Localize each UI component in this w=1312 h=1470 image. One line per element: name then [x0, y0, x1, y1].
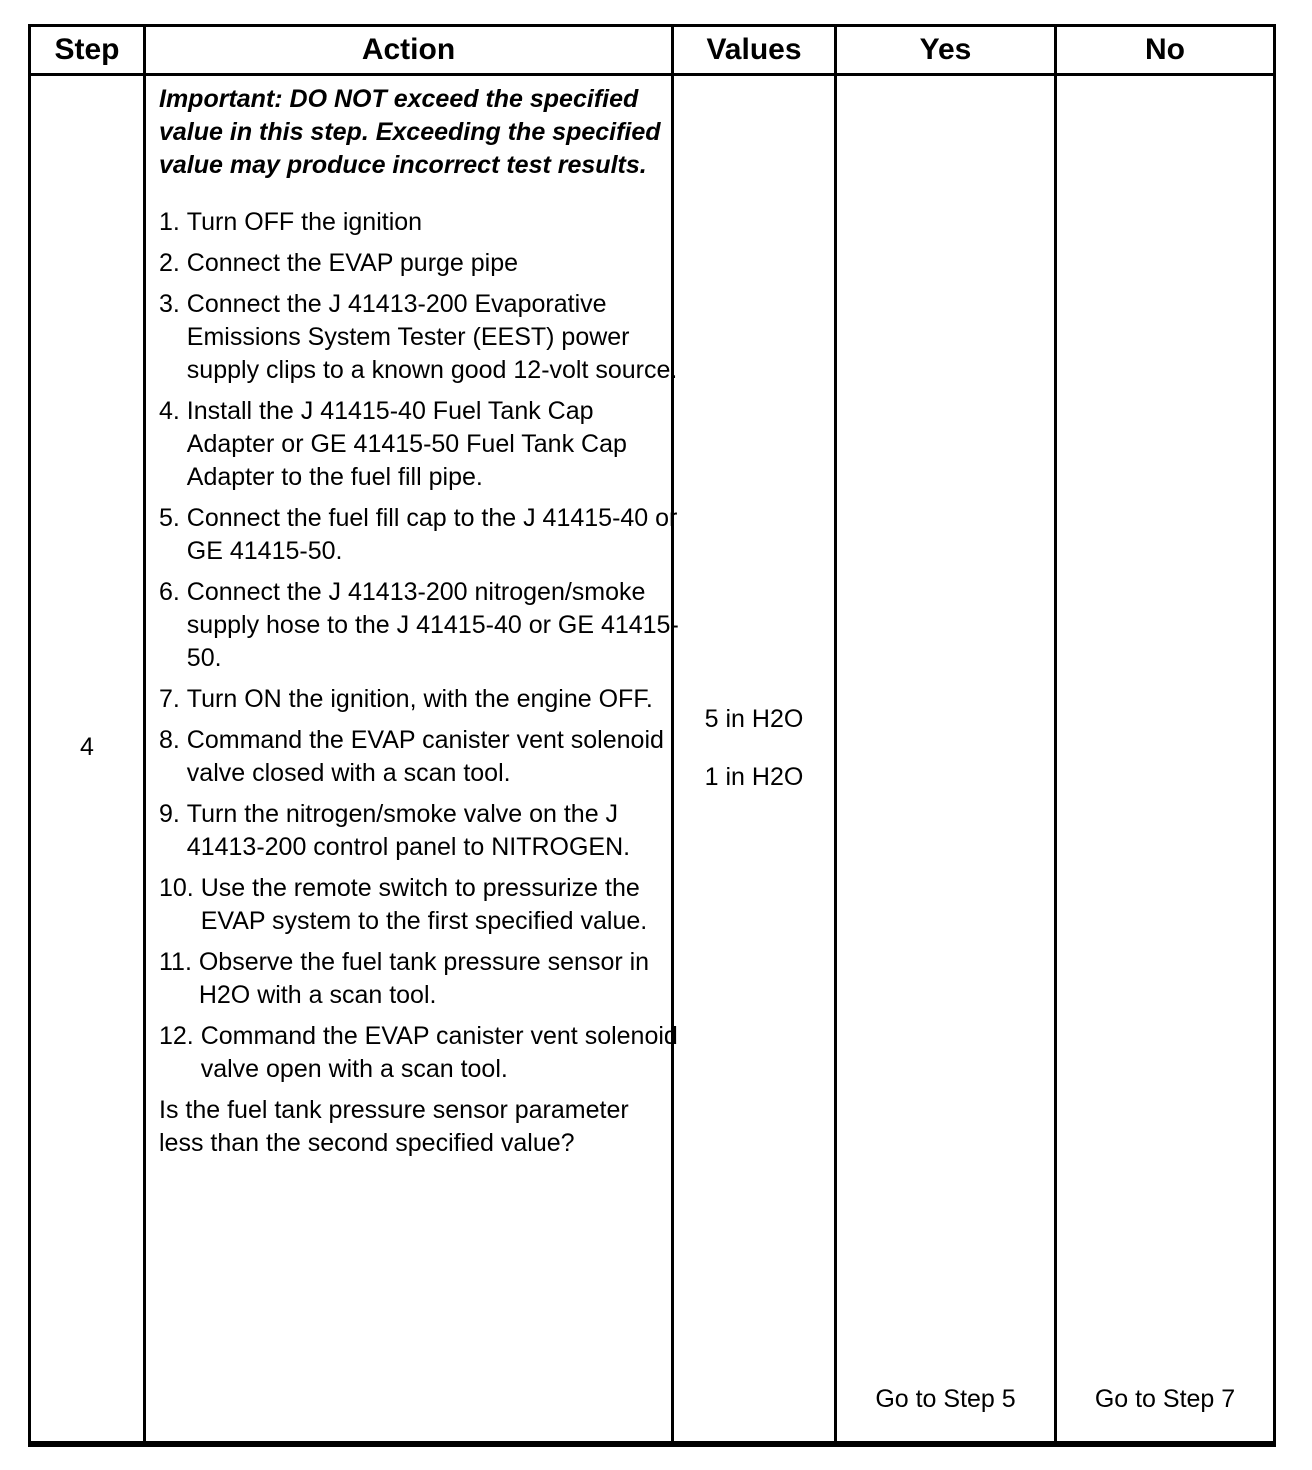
- list-item: [159, 395, 679, 494]
- list-item: [159, 872, 679, 938]
- step-number: 4: [80, 733, 94, 761]
- list-item: [159, 946, 679, 1012]
- step-index: 8.: [159, 726, 187, 754]
- no-outcome: Go to Step 7: [1094, 1385, 1236, 1413]
- step-text: Install the J 41415-40 Fuel Tank Cap Adapter or GE 41415-50 Fuel Tank Cap Adapter to the fuel fill pipe.: [186, 397, 627, 491]
- list-item: [159, 798, 679, 864]
- step-text: Use the remote switch to pressurize the EVAP system to the first specified value.: [200, 874, 648, 935]
- step-index: 11.: [159, 948, 199, 976]
- column-divider: [1054, 27, 1057, 1441]
- action-cell: [159, 83, 679, 1160]
- list-item: [159, 206, 679, 239]
- header-no: No: [1145, 33, 1185, 66]
- procedure-steps: [159, 206, 679, 1086]
- list-item: [159, 502, 679, 568]
- step-index: 12.: [159, 1022, 201, 1050]
- procedure-table: [28, 24, 1276, 1444]
- step-text: Turn the nitrogen/smoke valve on the J 41413-200 control panel to NITROGEN.: [186, 800, 631, 861]
- list-item: [159, 1020, 679, 1086]
- list-item: [159, 247, 679, 280]
- header-divider: [31, 73, 1273, 76]
- list-item: [159, 724, 679, 790]
- step-index: 10.: [159, 874, 201, 902]
- list-item: [159, 683, 679, 716]
- step-text: Connect the EVAP purge pipe: [186, 249, 519, 277]
- step-index: 3.: [159, 290, 187, 318]
- step-text: Connect the J 41413-200 Evaporative Emissions System Tester (EEST) power supply clips to a known good 12-volt source.: [186, 290, 678, 384]
- step-text: Observe the fuel tank pressure sensor in H2O with a scan tool.: [198, 948, 650, 1009]
- step-index: 1.: [159, 208, 187, 236]
- step-text: Turn ON the ignition, with the engine OFF.: [186, 685, 653, 713]
- bottom-rule: [28, 1444, 1276, 1447]
- column-divider: [143, 27, 146, 1441]
- step-index: 5.: [159, 504, 187, 532]
- list-item: [159, 288, 679, 387]
- header-values: Values: [706, 33, 802, 66]
- header-yes: Yes: [919, 33, 972, 66]
- yes-outcome: Go to Step 5: [875, 1385, 1016, 1413]
- list-item: [159, 576, 679, 675]
- important-note: Important: DO NOT exceed the specified value in this step. Exceeding the specified value may produce incorrect test results.: [159, 85, 661, 179]
- step-index: 6.: [159, 578, 187, 606]
- second-specified-value: 1 in H2O: [704, 763, 804, 791]
- step-index: 4.: [159, 397, 187, 425]
- step-index: 7.: [159, 685, 187, 713]
- question-text: Is the fuel tank pressure sensor parameter less than the second specified value?: [159, 1096, 629, 1157]
- step-index: 9.: [159, 800, 187, 828]
- header-step: Step: [54, 33, 120, 66]
- step-text: Command the EVAP canister vent solenoid valve closed with a scan tool.: [186, 726, 664, 787]
- header-action: Action: [361, 33, 456, 66]
- step-text: Turn OFF the ignition: [186, 208, 423, 236]
- column-divider: [834, 27, 837, 1441]
- step-text: Connect the J 41413-200 nitrogen/smoke supply hose to the J 41415-40 or GE 41415-50.: [186, 578, 679, 672]
- step-text: Command the EVAP canister vent solenoid valve open with a scan tool.: [200, 1022, 678, 1083]
- step-index: 2.: [159, 249, 187, 277]
- step-text: Connect the fuel fill cap to the J 41415-40 or GE 41415-50.: [186, 504, 678, 565]
- first-specified-value: 5 in H2O: [704, 705, 804, 733]
